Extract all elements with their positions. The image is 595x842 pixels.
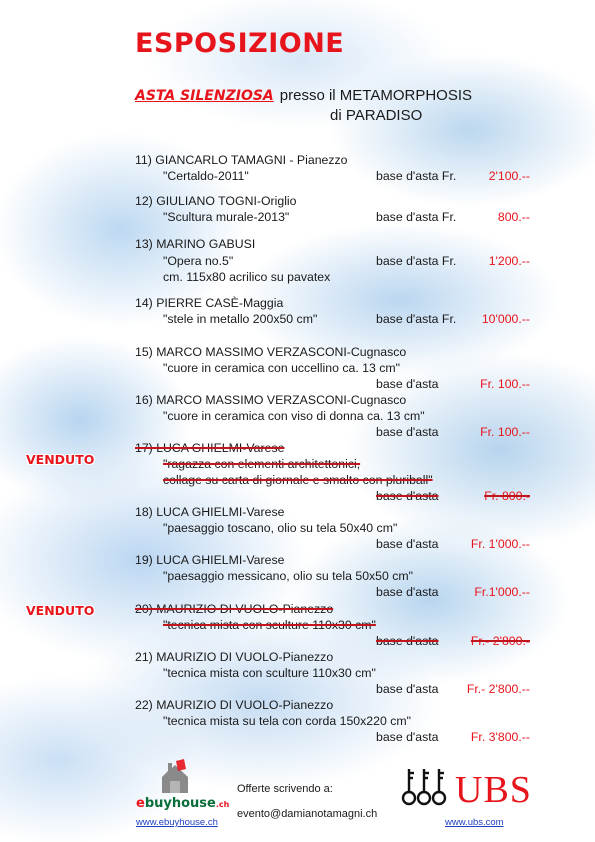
item-21-title: "tecnica mista con sculture 110x30 cm": [163, 666, 376, 680]
ebuyhouse-link[interactable]: www.ebuyhouse.ch: [136, 817, 218, 828]
item-13-artist: 13) MARINO GABUSI: [135, 237, 256, 251]
item-20-artist: 20) MAURIZIO DI VUOLO-Pianezzo: [135, 602, 334, 616]
subtitle: [135, 86, 472, 106]
item-21-price: Fr.- 2'800.--: [466, 682, 530, 696]
item-16-title: "cuore in ceramica con viso di donna ca. 13 cm": [163, 409, 425, 423]
subtitle-location: di PARADISO: [330, 107, 423, 124]
item-13-price: 1'200.--: [488, 254, 530, 268]
item-12-price: 800.--: [497, 210, 530, 224]
item-20-title: "tecnica mista con sculture 110x30 cm": [163, 618, 376, 632]
item-18-price: Fr. 1'000.--: [470, 537, 530, 551]
item-20-price: Fr.- 2'800.-: [470, 634, 530, 648]
item-18-base-label: base d'asta: [376, 537, 439, 551]
item-22-artist: 22) MAURIZIO DI VUOLO-Pianezzo: [135, 698, 334, 712]
item-20-base-label: base d'asta: [376, 634, 439, 648]
item-16-price: Fr. 100.--: [480, 425, 530, 439]
ubs-keys-icon: [398, 765, 450, 807]
item-17-price: Fr. 800.-: [484, 489, 530, 503]
item-11-base-label: base d'asta Fr.: [376, 169, 457, 183]
page-title: ESPOSIZIONE: [135, 28, 345, 59]
item-19-artist: 19) LUCA GHIELMI-Varese: [135, 553, 285, 567]
subtitle-venue: presso il METAMORPHOSIS: [279, 87, 473, 104]
item-17-title: "ragazza con elementi architettonici,: [163, 457, 361, 471]
ubs-link[interactable]: www.ubs.com: [445, 817, 504, 828]
item-17-base-label: base d'asta: [376, 489, 439, 503]
item-15-title: "cuore in ceramica con uccellino ca. 13 cm": [163, 361, 401, 375]
item-11-artist: 11) GIANCARLO TAMAGNI - Pianezzo: [135, 153, 348, 167]
item-22-price: Fr. 3'800.--: [470, 730, 530, 744]
item-12-artist: 12) GIULIANO TOGNI-Origlio: [135, 194, 297, 208]
item-12-title: "Scultura murale-2013": [163, 210, 290, 224]
item-14-price: 10'000.--: [481, 312, 530, 326]
item-19-price: Fr.1'000.--: [474, 585, 530, 599]
item-18-artist: 18) LUCA GHIELMI-Varese: [135, 505, 285, 519]
sold-badge: VENDUTO: [26, 452, 95, 467]
item-14-base-label: base d'asta Fr.: [376, 312, 457, 326]
item-22-base-label: base d'asta: [376, 730, 439, 744]
item-15-base-label: base d'asta: [376, 377, 439, 391]
item-21-base-label: base d'asta: [376, 682, 439, 696]
item-17-artist: 17) LUCA GHIELMI-Varese: [135, 441, 285, 455]
item-12-base-label: base d'asta Fr.: [376, 210, 457, 224]
item-18-title: "paesaggio toscano, olio su tela 50x40 cm": [163, 521, 398, 535]
item-22-title: "tecnica mista su tela con corda 150x220 cm": [163, 714, 411, 728]
ebuyhouse-building-icon: [160, 757, 190, 793]
item-21-artist: 21) MAURIZIO DI VUOLO-Pianezzo: [135, 650, 334, 664]
item-16-artist: 16) MARCO MASSIMO VERZASCONI-Cugnasco: [135, 393, 407, 407]
item-19-title: "paesaggio messicano, olio su tela 50x50 cm": [163, 569, 414, 583]
item-16-base-label: base d'asta: [376, 425, 439, 439]
item-11-title: "Certaldo-2011": [163, 169, 249, 183]
item-14-title: "stele in metallo 200x50 cm": [163, 312, 318, 326]
item-19-base-label: base d'asta: [376, 585, 439, 599]
offer-label: Offerte scrivendo a:: [237, 783, 333, 795]
item-11-price: 2'100.--: [488, 169, 530, 183]
item-13-base-label: base d'asta Fr.: [376, 254, 457, 268]
sold-badge: VENDUTO: [26, 603, 95, 618]
item-13-title: "Opera no.5": [163, 254, 234, 268]
ebuyhouse-logo: ebuyhouse.ch: [136, 796, 230, 811]
item-14-artist: 14) PIERRE CASÈ-Maggia: [135, 296, 284, 310]
item-17-detail: collage su carta di giornale e smalto con pluriball": [163, 473, 433, 487]
item-15-artist: 15) MARCO MASSIMO VERZASCONI-Cugnasco: [135, 345, 407, 359]
item-13-detail: cm. 115x80 acrilico su pavatex: [163, 270, 331, 284]
subtitle-highlight: ASTA SILENZIOSA: [135, 88, 274, 104]
ubs-logo: UBS: [455, 769, 532, 811]
item-15-price: Fr. 100.--: [480, 377, 530, 391]
contact-email[interactable]: evento@damianotamagni.ch: [237, 808, 378, 820]
